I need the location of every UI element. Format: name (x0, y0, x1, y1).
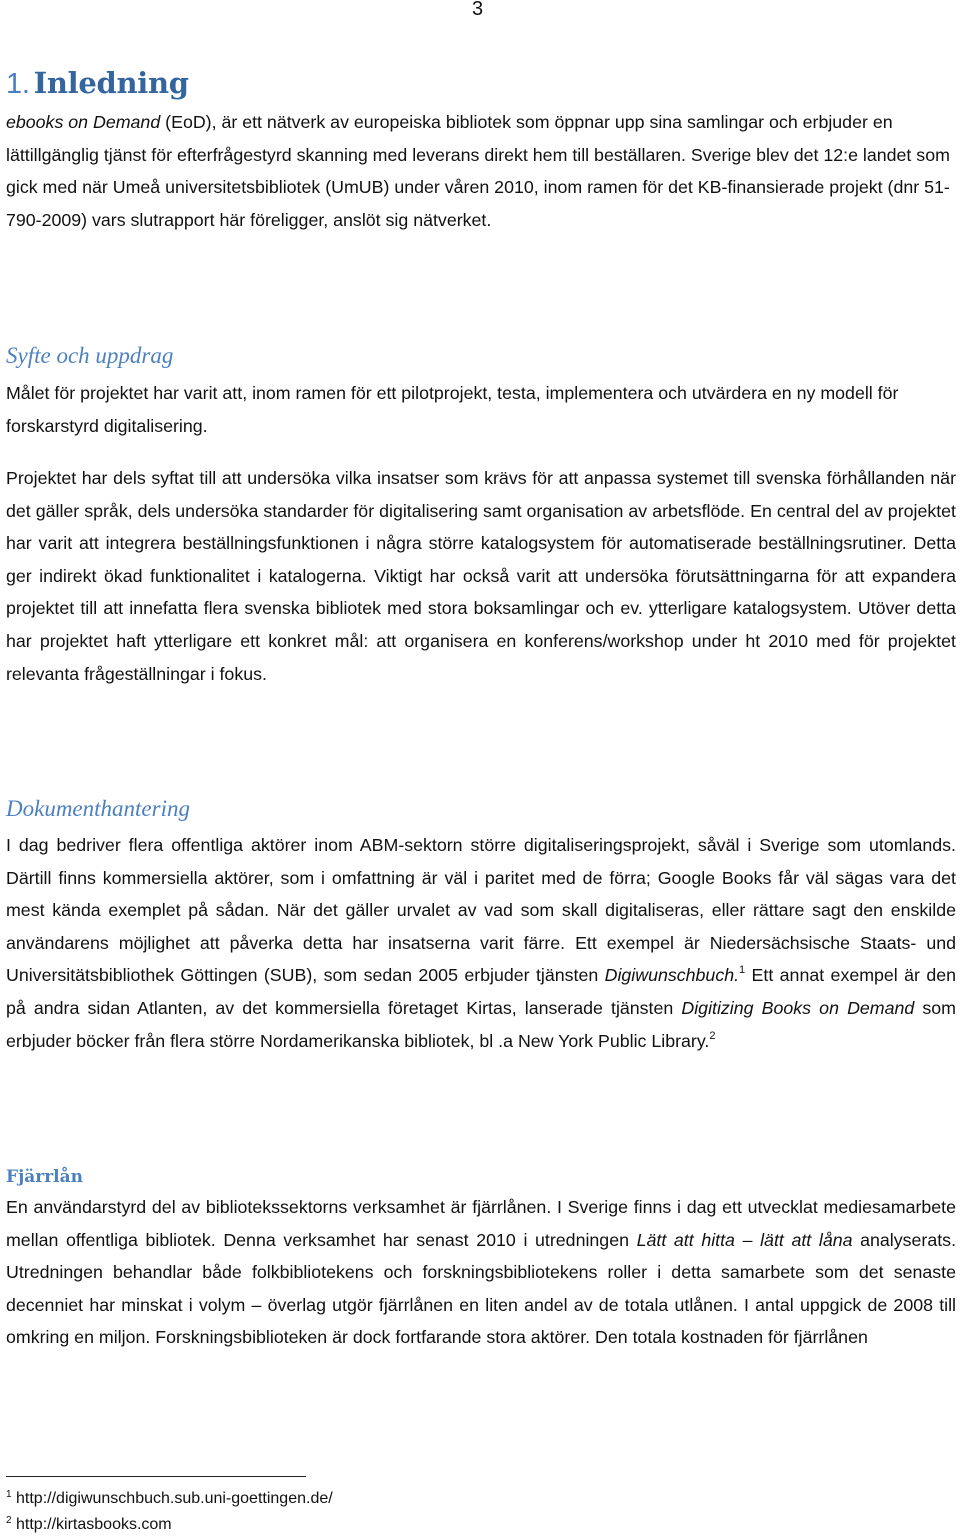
fjarrlan-emphasis: Lätt att hitta – lätt att låna (636, 1229, 853, 1250)
section-heading-inledning (6, 66, 189, 101)
syfte-paragraph-2: Projektet har dels syftat till att undersöka vilka insatser som krävs för att anpassa systemet till svenska förhållanden när det gäller språk, dels undersöka standarder för digitalisering samt organisation av arbetsflöde. En central del av projektet har varit att integrera beställningsfunktionen i några större katalogsystem för automatiserade beställningsrutiner. Detta ger indirekt ökad funktionalitet i katalogerna. Viktigt har också varit att undersöka förutsättningarna för att expandera projektet till att innefatta flera svenska bibliotek med stora boksamlingar och ev. ytterligare katalogsystem. Utöver detta har projektet haft ytterligare ett konkret mål: att organisera en konferens/workshop under ht 2010 med för projektet relevanta frågeställningar i fokus. (6, 468, 956, 684)
footnote-number: 1 (6, 1489, 12, 1500)
fjarrlan-text-a: En användarstyrd del av bibliotekssektorns verksamhet är fjärrlånen. I Sverige finns i dag ett utvecklat mediesamarbete mellan offentliga bibliotek. Denna verksamhet har senast 2010 i utredningen (6, 1197, 956, 1250)
footnote-1 (6, 1490, 333, 1508)
page-number: 3 (472, 0, 484, 20)
footnote-2 (6, 1516, 172, 1534)
intro-emphasis: ebooks on Demand (6, 112, 161, 132)
dokument-emphasis-b: Digitizing Books on Demand (681, 997, 915, 1018)
footnote-link[interactable]: http://digiwunschbuch.sub.uni-goettingen.de/ (16, 1490, 333, 1507)
dokument-emphasis-a: Digiwunschbuch. (604, 965, 740, 986)
section-heading-fjarrlan: Fjärrlån (6, 1167, 83, 1187)
fjarrlan-paragraph (6, 1191, 956, 1354)
fjarrlan-text-b: analyserats. Utredningen behandlar både folkbibliotekens och forskningsbibliotekens roller i detta samarbete som det senaste decenniet har minskat i volym – överlag utgör fjärrlånen en liten andel av de totala utlånen. I antal uppgick de 2008 till omkring en miljon. Forskningsbiblioteken är dock fortfarande stora aktörer. Den totala kostnaden för fjärrlånen (6, 1229, 957, 1348)
intro-text: (EoD), är ett nätverk av europeiska bibliotek som öppnar upp sina samlingar och erbjuder en lättillgänglig tjänst för efterfrågestyrd skanning med leverans direkt hem till beställaren. Sverige blev det 12:e landet som gick med när Umeå universitetsbibliotek (UmUB) under våren 2010, inom ramen för det KB-finansierade projekt (dnr 51-790-2009) vars slutrapport här föreligger, anslöt sig nätverket. (6, 112, 950, 230)
footnote-link[interactable]: http://kirtasbooks.com (16, 1516, 172, 1533)
dokument-text-a: I dag bedriver flera offentliga aktörer inom ABM-sektorn större digitaliseringsprojekt, såväl i Sverige som utomlands. Därtill finns kommersiella aktörer, som i omfattning är väl i paritet med de förra; Google Books får väl sägas vara det mest kända exemplet på sådan. När det gäller urvalet av vad som skall digitaliseras, eller rättare sagt den enskilde användarens möjlighet att påverka detta har insatserna varit färre. Ett exempel är Niedersächsische Staats- und Universitätsbibliothek Göttingen (SUB), som sedan 2005 erbjuder tjänsten (6, 835, 956, 986)
heading-text: Inledning (33, 66, 189, 100)
footnote-number: 2 (6, 1515, 12, 1526)
syfte-paragraph-1: Målet för projektet har varit att, inom ramen för ett pilotprojekt, testa, implementera och utvärdera en ny modell för forskarstyrd digitalisering. (6, 383, 899, 436)
footnote-divider (6, 1476, 306, 1477)
heading-number: 1. (6, 68, 30, 100)
dokument-text-c: som erbjuder böcker från flera större Nordamerikanska bibliotek, bl .a New York Public Library. (6, 997, 956, 1051)
dokument-paragraph (6, 829, 956, 1057)
section-heading-dokumenthantering: Dokumenthantering (6, 796, 190, 821)
intro-paragraph (6, 106, 956, 236)
footnote-ref-1: 1 (739, 964, 746, 977)
footnote-ref-2: 2 (709, 1029, 716, 1042)
section-heading-syfte: Syfte och uppdrag (6, 343, 174, 368)
dokument-text-b: Ett annat exempel är den på andra sidan Atlanten, av det kommersiella företaget Kirtas, lanserade tjänsten (6, 965, 956, 1018)
